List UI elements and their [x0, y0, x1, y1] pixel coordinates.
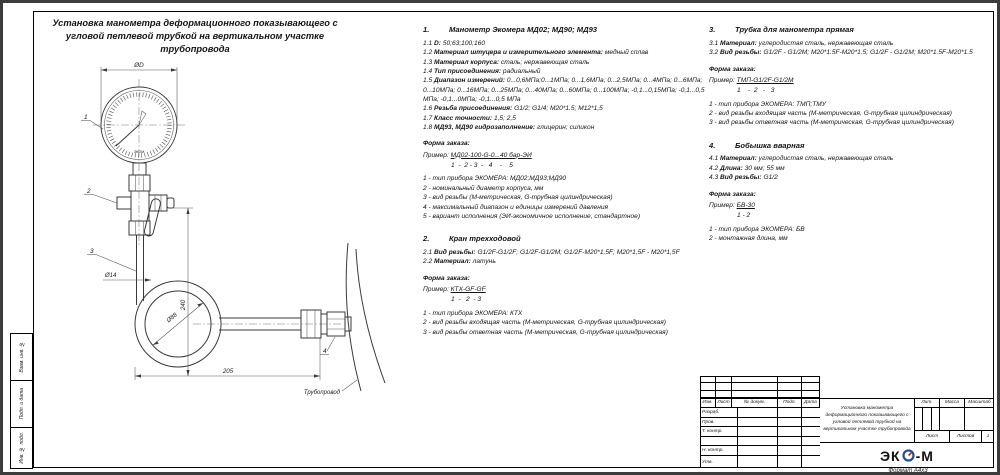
section-heading: 2. Кран трехходовой	[423, 234, 521, 244]
spec-line: 1.1 D: 50;63;100;160	[423, 39, 485, 47]
tb-col-podp: Подп.	[778, 398, 802, 408]
legend-line: 1 - тип прибора ЭКОМЕРА: КТХ	[423, 309, 523, 317]
strip-cell-podp	[10, 380, 33, 428]
callout-3	[87, 248, 136, 271]
gauge-logo-icon	[902, 449, 915, 462]
spec-line: 2.2 Материал: латунь	[423, 258, 496, 266]
svg-text:Ø14: Ø14	[105, 273, 117, 279]
order-legend	[423, 309, 707, 337]
legend-line: 3 - вид резьбы ответная часть (М-метрическая, G-трубная цилиндрическая)	[423, 328, 668, 336]
spec-section-1	[423, 25, 707, 221]
spec-column-middle	[423, 25, 707, 350]
tb-lit-label: Лит.	[915, 398, 940, 408]
legend-line: 4 - максимальный диапазон и единицы измерений давления	[423, 203, 609, 211]
format-label: Формат А4х3	[888, 468, 928, 474]
spec-section-2	[423, 234, 707, 337]
spec-line: 4.2 Длина: 30 мм; 55 мм	[709, 164, 785, 172]
tb-role-tkontr: Т. контр.	[700, 427, 738, 437]
spec-line: 3.1 Материал: углеродистая сталь, нержавеющая сталь	[709, 39, 894, 47]
spec-list	[709, 39, 993, 58]
svg-text:205: 205	[222, 368, 234, 375]
title-block	[700, 376, 994, 468]
spec-line: 1.3 Материал корпуса: сталь; нержавеющая сталь	[423, 58, 590, 66]
dimension-240	[169, 208, 193, 376]
tb-doc-title: Установка манометра деформационного показывающего с угловой петлевой трубкой на вертикальном участке трубопровода	[820, 398, 915, 443]
tb-role-empty	[700, 437, 738, 446]
svg-text:4: 4	[323, 348, 327, 355]
spec-line: 1.8 МД93, МД90 гидрозаполнение: глицерин; силикон	[423, 124, 595, 132]
tb-sheet-label: Лист	[915, 431, 950, 443]
strip-label: Взам. инв. №	[18, 341, 25, 373]
order-digits: 1 - 2 - 3 - 4 - 5	[451, 162, 513, 170]
loop-tube	[135, 235, 301, 367]
svg-text:1: 1	[84, 114, 88, 121]
spec-line: 1.7 Класс точности: 1,5; 2,5	[423, 114, 516, 122]
three-way-valve	[117, 163, 174, 237]
section-heading: 4. Бобышка вварная	[709, 140, 805, 150]
tb-logo-cell	[820, 443, 994, 468]
tb-col-list: Лист	[716, 398, 732, 408]
order-example: Пример: ТМП-G1/2F-G1/2M	[709, 76, 794, 84]
svg-text:Ø88: Ø88	[166, 312, 179, 325]
spec-line: 4.1 Материал: углеродистая сталь, нержавеющая сталь	[709, 155, 894, 163]
section-heading: 1. Манометр Экомера МД02; МД90; МД93	[423, 25, 598, 34]
order-form-heading: Форма заказа:	[423, 140, 470, 148]
spec-line: 1.5 Диапазон измерений: 0...0,6МПа;0...1МПа; 0...1,6МПа; 0...2,5МПа; 0...4МПа; 0...6МПа; 0...10МПа; 0...16МПа; 0...25МПа; 0...40МПа; 0...60МПа; 0...100МПа; -0,1...0,15МПа; -0,1...0,5 МПа; -0,1...0МПа; -0,1...0,5 МПа	[423, 77, 705, 103]
tb-role-razrab: Разраб.	[700, 408, 738, 418]
order-example: Пример: КТХ-GF-GF	[423, 286, 486, 294]
svg-text:2: 2	[87, 188, 91, 195]
spec-line: 2.1 Вид резьбы: G1/2F-G1/2F; G1/2F-G1/2M; G1/2F-M20*1,5F; M20*1,5F - M20*1,5F	[423, 249, 680, 257]
spec-list	[423, 248, 707, 267]
tb-col-docnum: № докум.	[732, 398, 778, 408]
tb-role-utv: Утв.	[700, 456, 738, 468]
legend-line: 1 - тип прибора ЭКОМЕРА: МД02;МД93;МД90	[423, 175, 567, 183]
strip-cell-inv	[10, 427, 33, 469]
pipeline-label	[304, 380, 357, 396]
callout-4	[320, 337, 335, 355]
spec-section-3	[709, 25, 993, 128]
section-heading: 3. Трубка для манометра прямая	[709, 25, 854, 34]
legend-line: 2 - вид резьбы входящая часть (М-метрическая, G-трубная цилиндрическая)	[709, 109, 952, 117]
tb-col-izm: Изм.	[700, 398, 716, 408]
dimension-205	[135, 338, 320, 380]
callout-1	[81, 114, 103, 129]
strip-cell-vzam	[10, 333, 33, 381]
svg-text:240: 240	[180, 299, 187, 311]
spec-line: 1.4 Тип присоединения: радиальный	[423, 67, 541, 75]
legend-line: 1 - тип прибора ЭКОМЕРА: ТМП;ТМУ	[709, 100, 827, 108]
strip-label: Подп. и дата	[18, 388, 25, 420]
legend-line: 2 - номинальный диаметр корпуса, мм	[423, 184, 544, 192]
legend-line: 5 - вариант исполнения (ЭИ-экономичное исполнение, стандартное)	[423, 212, 641, 220]
tb-role-prov: Пров.	[700, 418, 738, 427]
spec-section-4	[709, 141, 993, 244]
legend-line: 1 - тип прибора ЭКОМЕРА: БВ	[709, 225, 805, 233]
spec-column-right	[709, 25, 993, 256]
order-form-heading: Форма заказа:	[709, 190, 756, 198]
order-example: Пример: БВ-30	[709, 201, 755, 209]
order-digits: 1 - 2 - 3	[451, 296, 482, 304]
pipeline	[346, 243, 385, 391]
order-legend	[423, 174, 707, 221]
legend-line: 3 - вид резьбы (М-метрическая, G-трубная цилиндрическая)	[423, 194, 613, 202]
order-digits: 1 - 2 - 3	[737, 87, 775, 95]
spec-line: 4.3 Вид резьбы: G1/2	[709, 174, 778, 182]
legend-line: 2 - монтажная длина, мм	[709, 234, 788, 242]
page-title: Установка манометра деформационного показывающего с угловой петлевой трубкой на вертикальном участке трубопровода	[52, 18, 338, 55]
ekom-logo: ЭК -М	[880, 447, 934, 464]
svg-text:ØD: ØD	[134, 62, 144, 69]
strip-label: Инв. № подл.	[18, 432, 25, 464]
legend-line: 2 - вид резьбы входящая часть (М-метрическая, G-трубная цилиндрическая)	[423, 319, 666, 327]
legend-line: 3 - вид резьбы ответная часть (М-метрическая, G-трубная цилиндрическая)	[709, 119, 954, 127]
dial-brand: ЭКОМ	[133, 150, 145, 154]
order-example: Пример: МД02-100-G-0...40 бар-ЭИ	[423, 151, 532, 159]
tb-mass-label: Масса	[940, 398, 965, 408]
svg-text:Трубопровод: Трубопровод	[303, 390, 340, 396]
tb-col-data: Дата	[802, 398, 820, 408]
order-legend	[709, 225, 993, 244]
order-legend	[709, 100, 993, 128]
callout-2	[84, 188, 117, 203]
spec-line: 1.2 Материал штуцера и измерительного элемента: медный сплав	[423, 49, 649, 57]
tb-sheets-label: Листов	[950, 431, 982, 443]
order-digits: 1 - 2	[737, 212, 751, 220]
svg-text:3: 3	[90, 248, 94, 255]
installation-drawing	[43, 53, 423, 413]
spec-list	[709, 154, 993, 182]
spec-line: 3.2 Вид резьбы: G1/2F - G1/2M; M20*1.5F-M20*1.5; G1/2F - G1/2M; M20*1.5F-M20*1.5	[709, 49, 973, 57]
tb-scale-label: Масштаб	[965, 398, 994, 408]
spec-line: 1.6 Резьба присоединения: G1/2; G1/4; M20*1.5; M12*1,5	[423, 105, 603, 113]
tb-sheets-value: 1	[982, 431, 994, 443]
order-form-heading: Форма заказа:	[423, 274, 470, 282]
spec-list	[423, 39, 707, 133]
order-form-heading: Форма заказа:	[709, 65, 756, 73]
tb-role-nkontr: Н. контр.	[700, 446, 738, 456]
